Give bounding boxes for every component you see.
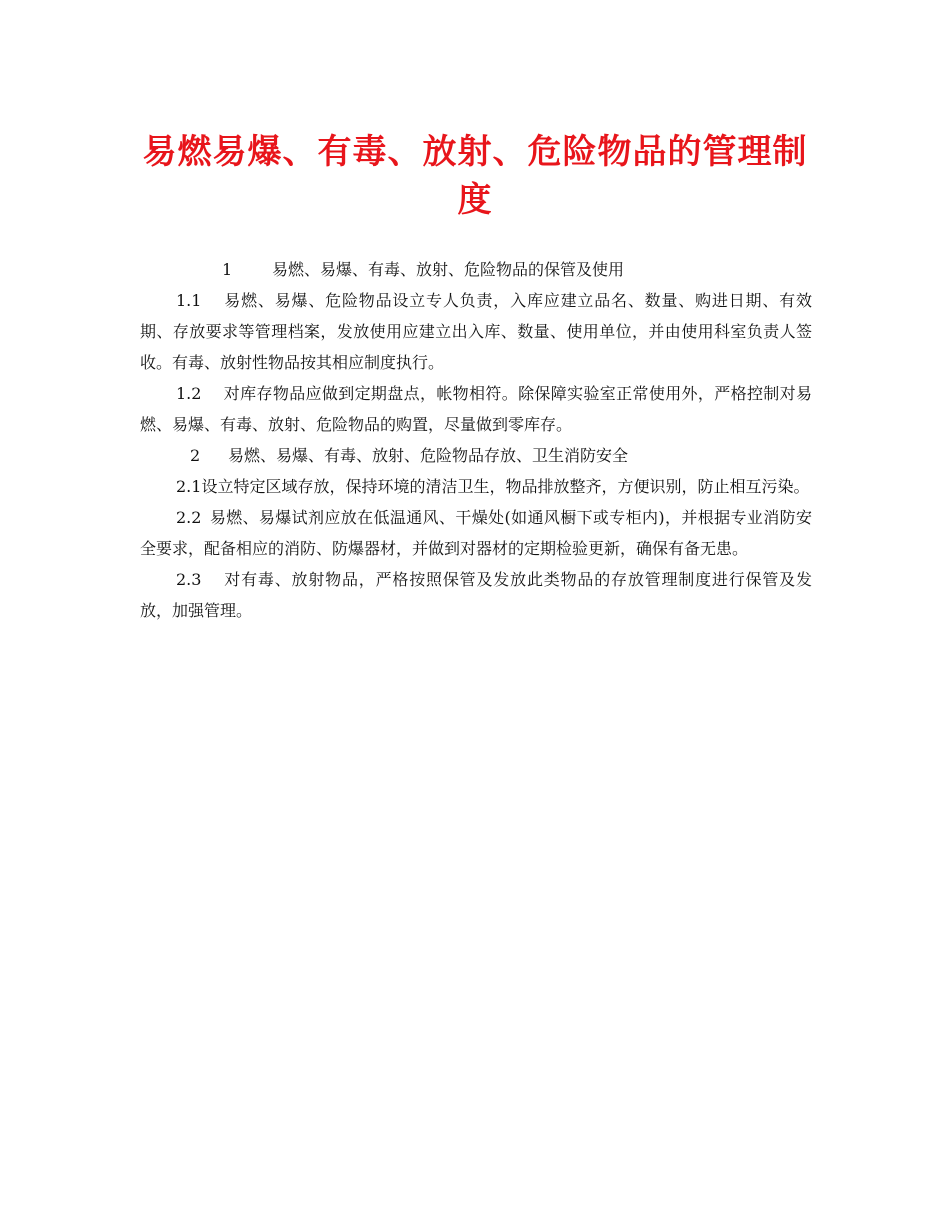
document-body: [140, 254, 812, 626]
clause-text: 易燃、易爆试剂应放在低温通风、干燥处(如通风橱下或专柜内)，并根据专业消防安全要求，配备相应的消防、防爆器材，并做到对器材的定期检验更新，确保有备无患。: [140, 508, 812, 558]
clause-text: 易燃、易爆、危险物品设立专人负责，入库应建立品名、数量、购进日期、有效期、存放要求等管理档案，发放使用应建立出入库、数量、使用单位，并由使用科室负责人签收。有毒、放射性物品按其相应制度执行。: [140, 291, 812, 372]
section-heading-2: [140, 440, 812, 471]
clause-1-2: [140, 378, 812, 440]
clause-text: 设立特定区域存放，保持环境的清洁卫生，物品排放整齐，方便识别，防止相互污染。: [201, 477, 810, 496]
section-number: 1: [222, 260, 233, 279]
clause-number: 1.2: [176, 384, 202, 403]
section-number: 2: [190, 446, 201, 465]
clause-number: 2.1: [176, 477, 202, 496]
clause-1-1: [140, 285, 812, 378]
clause-2-1: [140, 471, 812, 502]
clause-text: 对库存物品应做到定期盘点，帐物相符。除保障实验室正常使用外，严格控制对易燃、易爆、有毒、放射、危险物品的购置，尽量做到零库存。: [140, 384, 812, 434]
section-heading-1: [140, 254, 812, 285]
clause-2-3: [140, 564, 812, 626]
clause-number: 1.1: [176, 291, 202, 310]
section-heading-text: 易燃、易爆、有毒、放射、危险物品的保管及使用: [272, 260, 625, 279]
clause-number: 2.2: [176, 508, 202, 527]
section-heading-text: 易燃、易爆、有毒、放射、危险物品存放、卫生消防安全: [228, 446, 629, 465]
document-title: 易燃易爆、有毒、放射、危险物品的管理制度: [142, 132, 808, 220]
clause-2-2: [140, 502, 812, 564]
clause-number: 2.3: [176, 570, 202, 589]
clause-text: 对有毒、放射物品，严格按照保管及发放此类物品的存放管理制度进行保管及发放，加强管理。: [140, 570, 812, 620]
